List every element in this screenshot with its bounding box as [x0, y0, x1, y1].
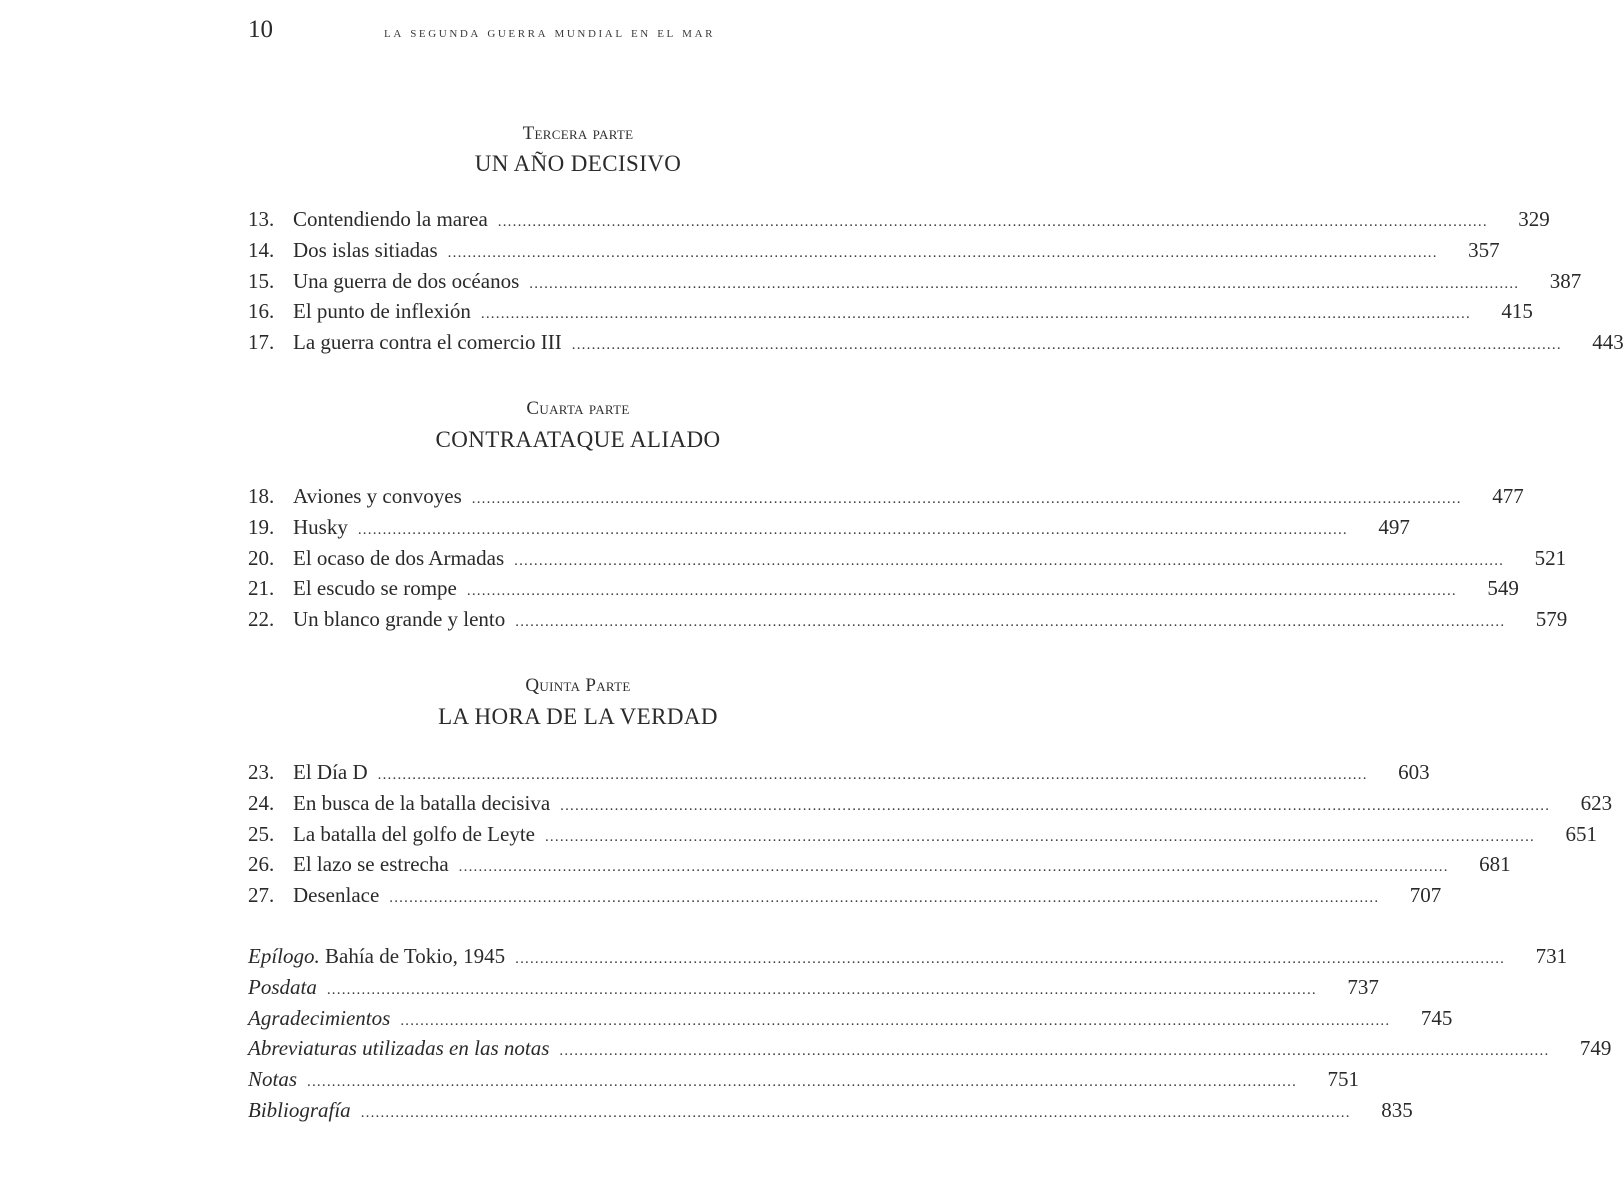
page-ref: 731 — [1535, 944, 1568, 968]
dot-leader: ........................................................................................................................................................................................................ — [480, 306, 1471, 323]
page-ref: 737 — [1347, 974, 1379, 999]
part-title: CONTRAATAQUE ALIADO — [435, 427, 721, 452]
page-ref: 623 — [1580, 790, 1613, 815]
page-ref: 745 — [1420, 1005, 1453, 1030]
back-matter-title — [248, 1064, 307, 1094]
chapter-title: Un blanco grande y lento — [293, 607, 506, 632]
page-ref: 603 — [1398, 760, 1430, 784]
chapter-title: Husky — [293, 514, 348, 539]
back-matter-label: Epílogo. — [248, 944, 320, 968]
page-ref: 549 — [1487, 576, 1519, 601]
chapter-title: Desenlace — [293, 883, 380, 908]
dot-leader: ........................................................................................................................................................................................................ — [458, 859, 1449, 876]
toc-entry[interactable] — [248, 788, 1613, 818]
back-matter-entry[interactable] — [248, 941, 1568, 971]
back-matter-label: Bibliografía — [248, 1098, 351, 1122]
chapter-number: 21. — [248, 576, 275, 601]
back-matter-entry[interactable] — [248, 1003, 1453, 1033]
back-matter-entry[interactable] — [248, 972, 1379, 1002]
chapter-title: La batalla del golfo de Leyte — [293, 821, 535, 846]
back-matter-title — [248, 1033, 559, 1063]
back-matter-title — [248, 972, 327, 1002]
toc-entry[interactable] — [248, 266, 1582, 296]
chapter-number: 19. — [248, 514, 275, 539]
back-matter-label: Notas — [248, 1067, 298, 1092]
chapter-number: 16. — [248, 299, 275, 324]
chapter-number: 20. — [248, 545, 275, 570]
page-number: 10 — [248, 16, 273, 43]
chapter-title: Una guerra de dos océanos — [293, 268, 520, 293]
back-matter-entry[interactable] — [248, 1095, 1413, 1125]
back-matter-title — [248, 1003, 400, 1033]
page-ref: 749 — [1579, 1036, 1612, 1061]
dot-leader: ........................................................................................................................................................................................................ — [447, 244, 1438, 261]
dot-leader: ........................................................................................................................................................................................................ — [466, 583, 1457, 600]
dot-leader: ........................................................................................................................................................................................................ — [560, 797, 1551, 814]
chapter-number: 15. — [248, 268, 275, 293]
toc-entry[interactable] — [248, 819, 1597, 849]
dot-leader: ........................................................................................................................................................................................................ — [400, 1012, 1391, 1029]
dot-leader: ........................................................................................................................................................................................................ — [307, 1074, 1298, 1091]
dot-leader: ........................................................................................................................................................................................................ — [357, 521, 1348, 538]
toc-entry[interactable] — [248, 604, 1568, 634]
dot-leader: ........................................................................................................................................................................................................ — [377, 767, 1368, 783]
chapter-number: 22. — [248, 607, 275, 632]
chapter-number: 27. — [248, 883, 275, 908]
page-ref: 415 — [1501, 299, 1533, 324]
back-matter-label: Agradecimientos — [248, 1005, 391, 1030]
chapter-title: El ocaso de dos Armadas — [293, 545, 505, 570]
page-ref: 521 — [1534, 545, 1567, 570]
dot-leader: ........................................................................................................................................................................................................ — [497, 214, 1488, 230]
chapter-number: 17. — [248, 330, 275, 355]
dot-leader: ........................................................................................................................................................................................................ — [326, 981, 1317, 998]
toc-entry[interactable] — [248, 327, 1624, 357]
chapter-number: 24. — [248, 790, 275, 815]
toc-entry[interactable] — [248, 573, 1519, 603]
toc-entry[interactable] — [248, 543, 1567, 573]
back-matter-label: Abreviaturas utilizadas en las notas — [248, 1036, 550, 1061]
chapter-number: 18. — [248, 484, 275, 508]
chapter-number: 13. — [248, 207, 275, 231]
page-ref: 651 — [1565, 821, 1597, 846]
chapter-title: El escudo se rompe — [293, 576, 457, 601]
toc-entry[interactable] — [248, 849, 1511, 879]
page-ref: 835 — [1381, 1098, 1413, 1122]
running-head: la segunda guerra mundial en el mar — [384, 25, 716, 41]
dot-leader: ........................................................................................................................................................................................................ — [571, 337, 1562, 354]
toc-entry[interactable] — [248, 757, 1430, 787]
page-ref: 751 — [1327, 1067, 1360, 1092]
chapter-title: El Día D — [293, 760, 368, 784]
chapter-title: Aviones y convoyes — [293, 484, 462, 508]
part-label: Tercera parte — [522, 123, 634, 144]
back-matter-subtitle: Bahía de Tokio, 1945 — [319, 944, 506, 968]
page-ref: 497 — [1378, 514, 1410, 539]
dot-leader: ........................................................................................................................................................................................................ — [471, 491, 1462, 507]
page-ref: 477 — [1492, 484, 1524, 508]
dot-leader: ........................................................................................................................................................................................................ — [515, 951, 1506, 967]
part-title: LA HORA DE LA VERDAD — [438, 704, 718, 729]
back-matter-title — [248, 1095, 361, 1125]
page-ref: 707 — [1409, 883, 1442, 908]
toc-entry[interactable] — [248, 880, 1442, 910]
dot-leader: ........................................................................................................................................................................................................ — [389, 890, 1380, 907]
back-matter-entry[interactable] — [248, 1033, 1612, 1063]
toc-entry[interactable] — [248, 204, 1550, 234]
back-matter-label: Posdata — [248, 974, 317, 999]
part-title: UN AÑO DECISIVO — [474, 151, 682, 176]
page-ref: 443 — [1592, 330, 1624, 355]
dot-leader: ........................................................................................................................................................................................................ — [360, 1105, 1351, 1121]
chapter-title: Contendiendo la marea — [293, 207, 488, 231]
chapter-number: 26. — [248, 852, 275, 877]
page-ref: 357 — [1468, 237, 1500, 262]
chapter-title: El punto de inflexión — [293, 299, 471, 324]
chapter-number: 14. — [248, 237, 275, 262]
dot-leader: ........................................................................................................................................................................................................ — [544, 828, 1535, 845]
toc-entry[interactable] — [248, 296, 1533, 326]
toc-entry[interactable] — [248, 481, 1524, 511]
back-matter-title — [248, 941, 515, 971]
part-label: Cuarta parte — [526, 398, 630, 419]
back-matter-entry[interactable] — [248, 1064, 1360, 1094]
part-label: Quinta Parte — [525, 675, 631, 696]
dot-leader: ........................................................................................................................................................................................................ — [515, 614, 1506, 631]
dot-leader: ........................................................................................................................................................................................................ — [514, 552, 1505, 569]
page-ref: 681 — [1479, 852, 1511, 877]
chapter-number: 25. — [248, 821, 275, 846]
page-ref: 387 — [1549, 268, 1582, 293]
toc-entry[interactable] — [248, 235, 1500, 265]
toc-entry[interactable] — [248, 512, 1410, 542]
chapter-title: Dos islas sitiadas — [293, 237, 438, 262]
chapter-number: 23. — [248, 760, 275, 784]
page-ref: 329 — [1518, 207, 1550, 231]
chapter-title: El lazo se estrecha — [293, 852, 449, 877]
dot-leader: ........................................................................................................................................................................................................ — [529, 275, 1520, 292]
dot-leader: ........................................................................................................................................................................................................ — [559, 1043, 1550, 1060]
chapter-title: En busca de la batalla decisiva — [293, 790, 551, 815]
page-ref: 579 — [1535, 607, 1568, 632]
chapter-title: La guerra contra el comercio III — [293, 330, 562, 355]
